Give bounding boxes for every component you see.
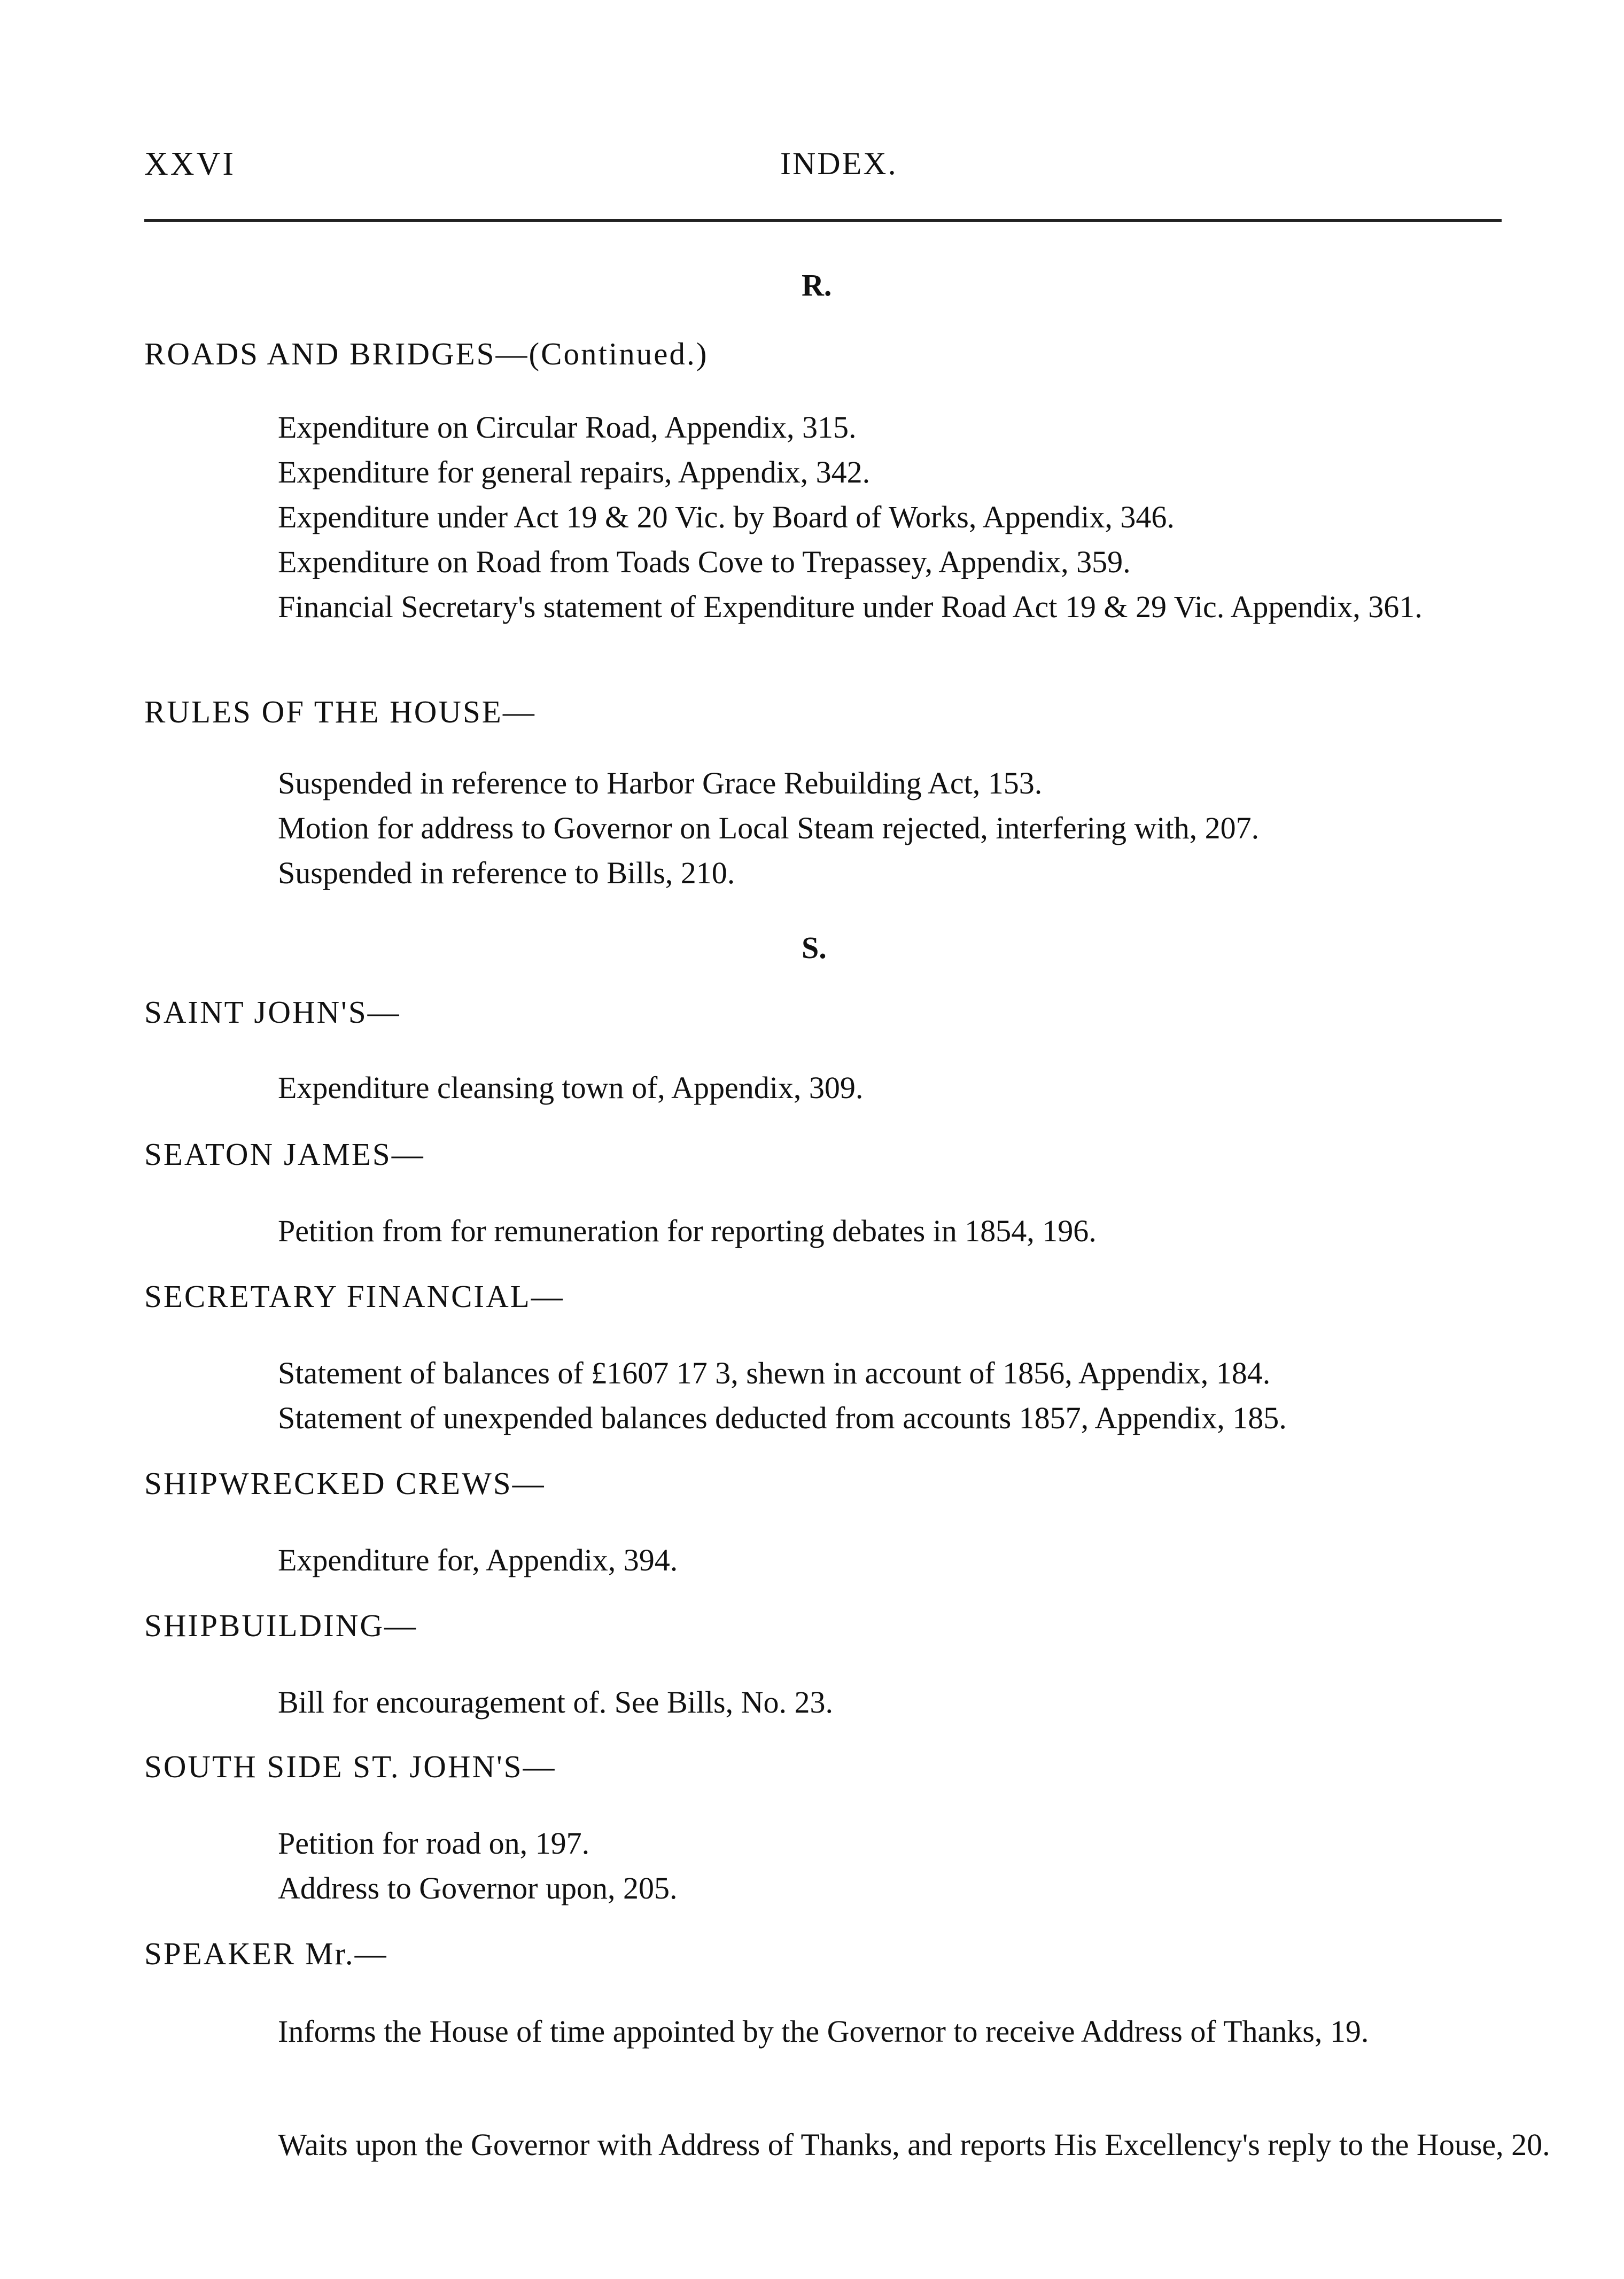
entry-petition-road: Petition for road on, 197. — [278, 1826, 590, 1861]
heading-roads-and-bridges: ROADS AND BRIDGES—(Continued.) — [144, 336, 709, 371]
entry-financial-secretary-statement: Financial Secretary's statement of Expenditure under Road Act 19 & 29 Vic. Appendix, 361. — [278, 589, 1423, 624]
entry-board-of-works: Expenditure under Act 19 & 20 Vic. by Board of Works, Appendix, 346. — [278, 500, 1175, 534]
page-title: INDEX. — [780, 146, 898, 181]
section-letter-s: S. — [802, 930, 827, 965]
entry-shipwrecked-expenditure: Expenditure for, Appendix, 394. — [278, 1543, 678, 1577]
entry-reporting-debates: Petition from for remuneration for reporting debates in 1854, 196. — [278, 1214, 1097, 1248]
entry-harbor-grace: Suspended in reference to Harbor Grace Rebuilding Act, 153. — [278, 766, 1043, 800]
entry-circular-road: Expenditure on Circular Road, Appendix, 315. — [278, 410, 857, 445]
entry-toads-cove-trepassey: Expenditure on Road from Toads Cove to Trepassey, Appendix, 359. — [278, 545, 1131, 579]
entry-cleansing-town: Expenditure cleansing town of, Appendix, 309. — [278, 1070, 864, 1105]
entry-address-of-thanks-reply: Waits upon the Governor with Address of Thanks, and reports His Excellency's reply to the House, 20. — [278, 2127, 1550, 2162]
heading-speaker: SPEAKER Mr.— — [144, 1936, 388, 1971]
entry-address-of-thanks-time: Informs the House of time appointed by the Governor to receive Address of Thanks, 19. — [278, 2014, 1369, 2049]
entry-shipbuilding-bill: Bill for encouragement of. See Bills, No. 23. — [278, 1685, 833, 1720]
heading-secretary-financial: SECRETARY FINANCIAL— — [144, 1279, 564, 1314]
entry-address-governor: Address to Governor upon, 205. — [278, 1871, 678, 1905]
running-head — [144, 145, 1496, 188]
heading-rules-of-the-house: RULES OF THE HOUSE— — [144, 694, 536, 729]
heading-shipwrecked-crews: SHIPWRECKED CREWS— — [144, 1466, 546, 1501]
header-rule — [144, 219, 1502, 222]
entry-unexpended-balances: Statement of unexpended balances deducted from accounts 1857, Appendix, 185. — [278, 1401, 1287, 1435]
entry-local-steam: Motion for address to Governor on Local Steam rejected, interfering with, 207. — [278, 811, 1260, 845]
entry-statement-balances: Statement of balances of £1607 17 3, shewn in account of 1856, Appendix, 184. — [278, 1356, 1271, 1390]
heading-shipbuilding: SHIPBUILDING— — [144, 1608, 417, 1643]
heading-saint-johns: SAINT JOHN'S— — [144, 994, 401, 1030]
heading-south-side-st-johns: SOUTH SIDE ST. JOHN'S— — [144, 1749, 556, 1784]
entry-bills-suspended: Suspended in reference to Bills, 210. — [278, 855, 735, 890]
heading-seaton-james: SEATON JAMES— — [144, 1137, 425, 1172]
section-letter-r: R. — [802, 268, 832, 302]
page-number: XXVI — [144, 146, 236, 182]
entry-general-repairs: Expenditure for general repairs, Appendix, 342. — [278, 455, 871, 489]
